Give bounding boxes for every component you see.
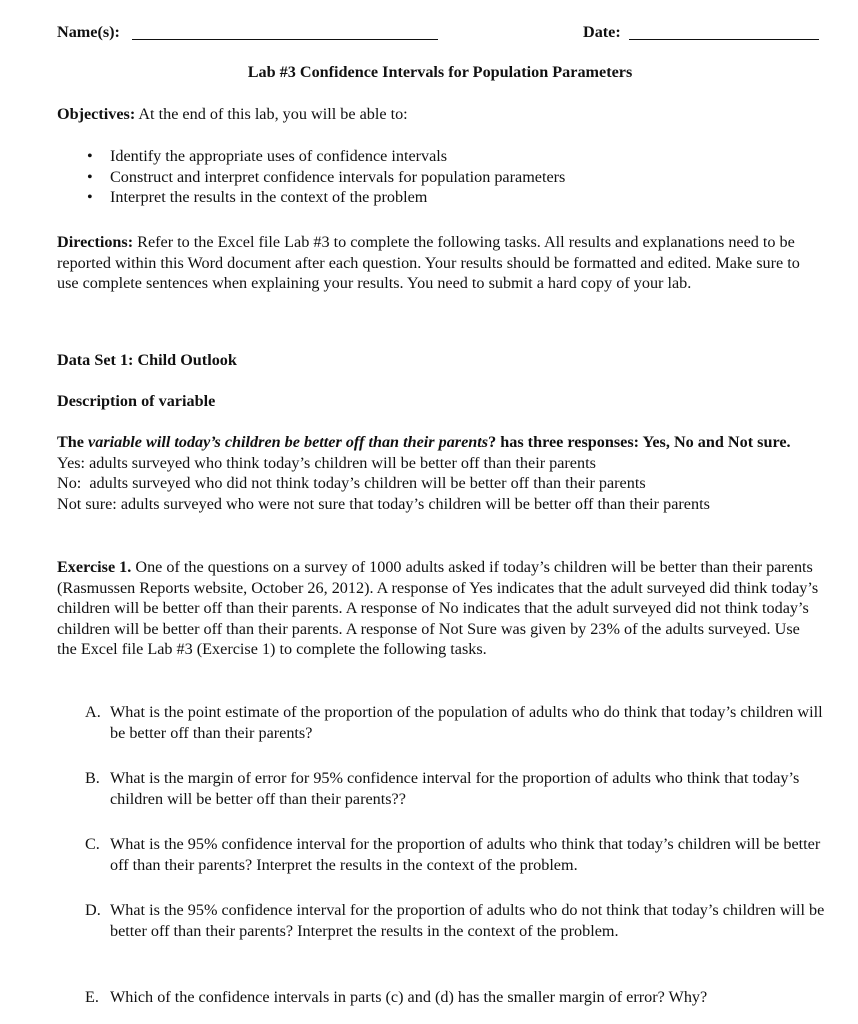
- directions-text: Refer to the Excel file Lab #3 to complete the following tasks. All results and explanations need to be reported within this Word document after each question. Your results should be formatted and edited. Make sure to use complete sentences when explaining your results. You need to submit a hard copy of your lab.: [57, 233, 800, 292]
- objective-text: Construct and interpret confidence intervals for population parameters: [110, 167, 566, 186]
- question-a: [85, 702, 830, 743]
- question-text: What is the 95% confidence interval for the proportion of adults who do not think that today’s children will be better off than their parents? Interpret the results in the context of the problem.: [110, 901, 825, 940]
- date-label: Date:: [583, 23, 621, 41]
- name-label: Name(s):: [57, 23, 120, 41]
- bullet-icon: •: [87, 147, 93, 165]
- response-yes: Yes: adults surveyed who think today’s children will be better off than their parents: [57, 453, 596, 472]
- question-text: What is the 95% confidence interval for the proportion of adults who think that today’s children will be better off than their parents? Interpret the results in the context of the problem.: [110, 835, 821, 874]
- response-no: No: adults surveyed who did not think today’s children will be better off than their parents: [57, 474, 646, 492]
- question-d: [85, 900, 830, 941]
- objective-text: Identify the appropriate uses of confidence intervals: [110, 147, 448, 165]
- objectives-intro-text: At the end of this lab, you will be able to:: [135, 105, 408, 123]
- response-not-sure: Not sure: adults surveyed who were not sure that today’s children will be better off than their parents: [57, 494, 710, 513]
- description-heading: Description of variable: [57, 392, 216, 410]
- objective-item: [57, 187, 822, 208]
- objective-text: Interpret the results in the context of the problem: [110, 188, 428, 206]
- objective-item: [57, 167, 822, 188]
- question-letter: D.: [85, 901, 101, 919]
- variable-prefix: The: [57, 433, 89, 451]
- variable-name: variable will today’s children be better off than their parents: [88, 433, 489, 451]
- question-text: What is the margin of error for 95% confidence interval for the proportion of adults who think that today’s children will be better off than their parents??: [110, 769, 800, 808]
- document-title: Lab #3 Confidence Intervals for Population Parameters: [247, 63, 633, 81]
- objectives-list: [57, 146, 822, 208]
- exercise-1-text: One of the questions on a survey of 1000 adults asked if today’s children will be better than their parents (Rasmussen Reports website, October 26, 2012). A response of Yes indicates that the adult surveyed did think today’s children will be better off than their parents. A response of No indicates that the adult surveyed did not think today’s children will be better off than their parents. A response of Not Sure was given by 23% of the adults surveyed. Use the Excel file Lab #3 (Exercise 1) to complete the following tasks.: [57, 558, 819, 658]
- question-text: Which of the confidence intervals in parts (c) and (d) has the smaller margin of error? Why?: [110, 988, 708, 1006]
- date-blank-line: [629, 39, 819, 40]
- directions-label: Directions:: [57, 233, 134, 251]
- objectives-intro: [57, 104, 822, 125]
- exercise-1-label: Exercise 1.: [57, 558, 132, 576]
- question-c: [85, 834, 830, 875]
- question-letter: E.: [85, 988, 99, 1006]
- objectives-label: Objectives:: [57, 105, 136, 123]
- question-letter: C.: [85, 835, 100, 853]
- question-letter: A.: [85, 703, 101, 721]
- question-e: [85, 987, 830, 1008]
- question-b: [85, 768, 830, 809]
- bullet-icon: •: [87, 167, 93, 186]
- question-text: What is the point estimate of the proportion of the population of adults who do think that today’s children will be better off than their parents?: [110, 703, 823, 742]
- bullet-icon: •: [87, 188, 93, 206]
- exercise-1-paragraph: [57, 557, 822, 660]
- header-row: [57, 22, 819, 44]
- directions-paragraph: [57, 232, 822, 294]
- objective-item: [57, 146, 822, 167]
- variable-suffix: ? has three responses: Yes, No and Not sure.: [488, 433, 791, 451]
- variable-description: [57, 432, 822, 514]
- name-blank-line: [132, 39, 438, 40]
- question-letter: B.: [85, 769, 100, 787]
- data-set-heading: Data Set 1: Child Outlook: [57, 351, 237, 369]
